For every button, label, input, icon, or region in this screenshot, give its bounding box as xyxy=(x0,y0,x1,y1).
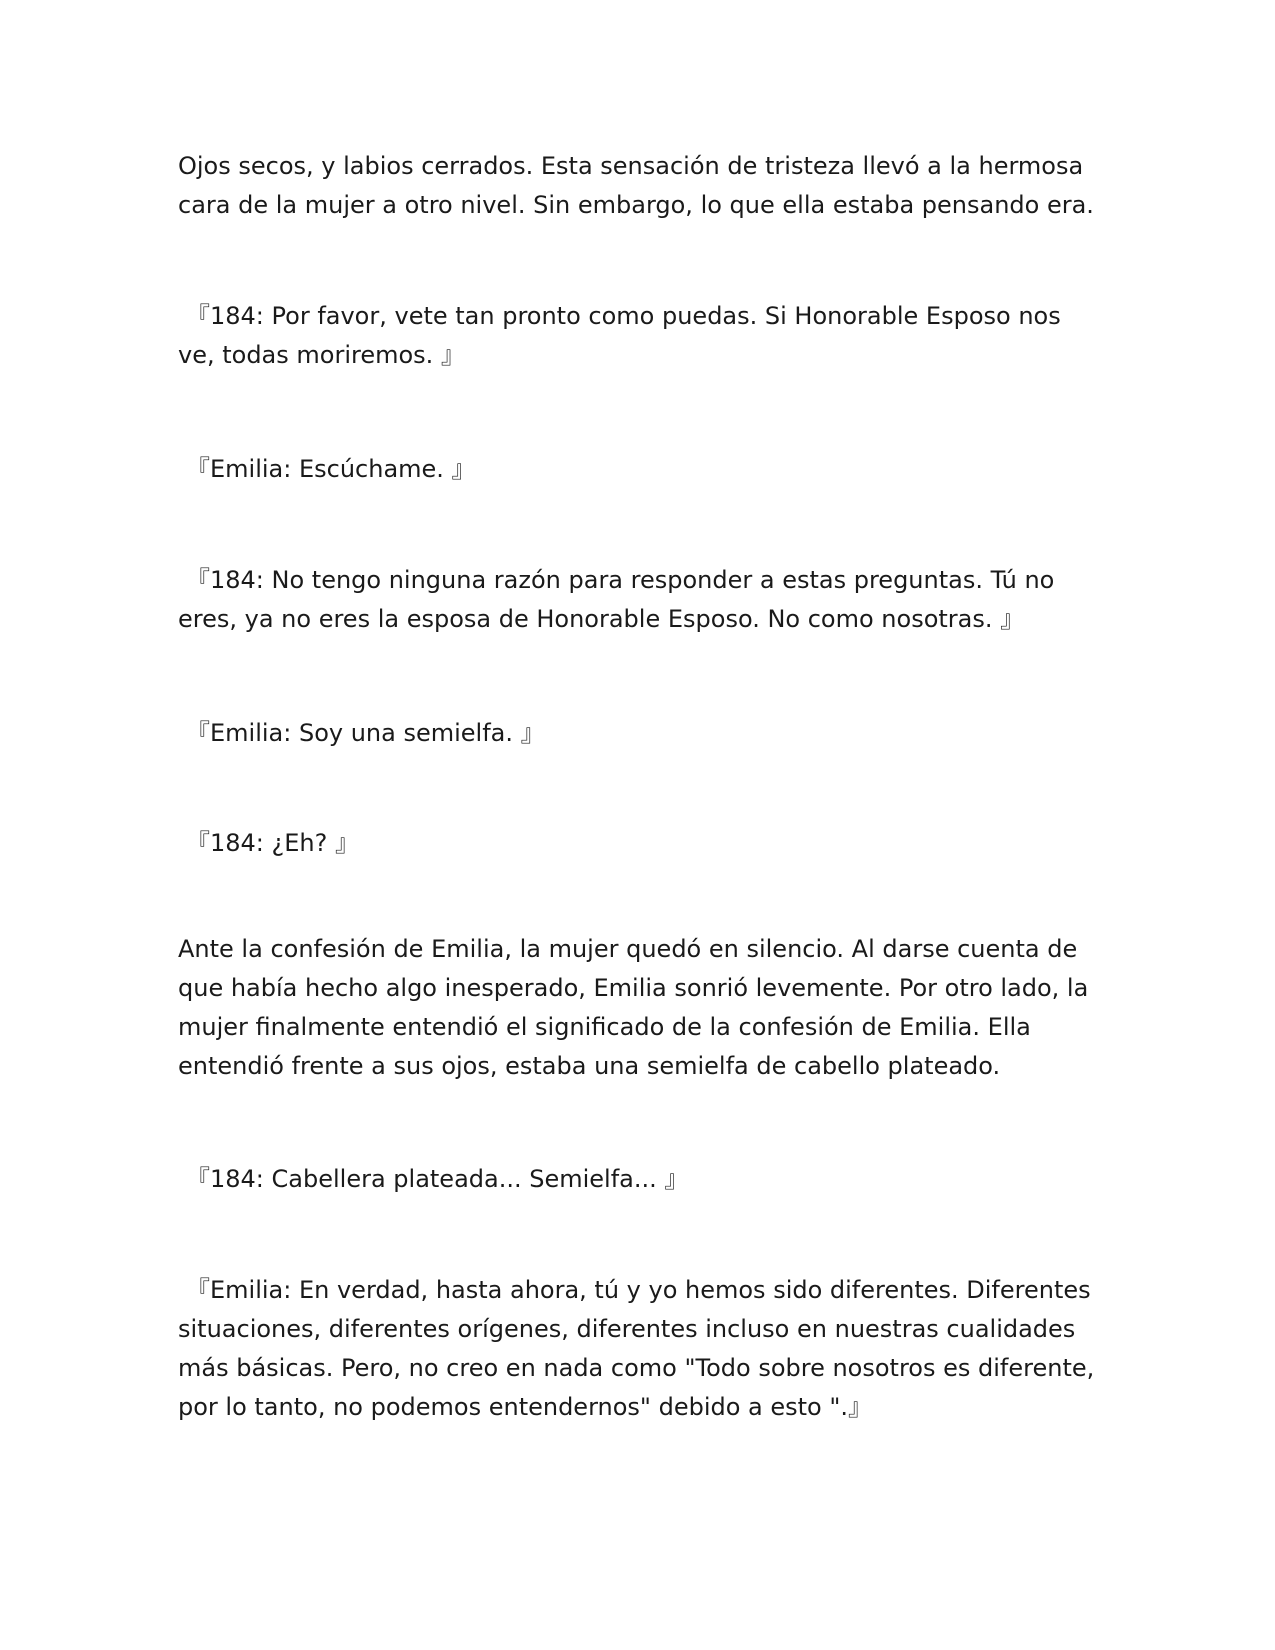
dialogue-line: 『Emilia: Soy una semielfa. 』 xyxy=(186,719,545,747)
narration-paragraph: Ojos secos, y labios cerrados. Esta sensación de tristeza llevó a la hermosa cara de la mujer a otro nivel. Sin embargo, lo que ella estaba pensando era. xyxy=(178,152,1094,219)
dialogue-line: 『Emilia: Escúchame. 』 xyxy=(186,455,476,483)
narration-paragraph: Ante la confesión de Emilia, la mujer quedó en silencio. Al darse cuenta de que había hecho algo inesperado, Emilia sonrió levemente. Por otro lado, la mujer finalmente entendió el significado de la confesión de Emilia. Ella entendió frente a sus ojos, estaba una semielfa de cabello plateado. xyxy=(178,935,1089,1080)
dialogue-line: 『184: Cabellera plateada... Semielfa... 』 xyxy=(186,1165,689,1193)
dialogue-line: 『184: ¿Eh? 』 xyxy=(186,829,360,857)
dialogue-line: 『184: No tengo ninguna razón para responder a estas preguntas. Tú no eres, ya no eres la esposa de Honorable Esposo. No como nosotras. 』 xyxy=(178,566,1055,633)
dialogue-line: 『184: Por favor, vete tan pronto como puedas. Si Honorable Esposo nos ve, todas moriremos. 』 xyxy=(178,302,1061,369)
dialogue-line: 『Emilia: En verdad, hasta ahora, tú y yo hemos sido diferentes. Diferentes situaciones, diferentes orígenes, diferentes incluso en nuestras cualidades más básicas. Pero, no creo en nada como "Todo sobre nosotros es diferente, por lo tanto, no podemos entendernos" debido a esto ".』 xyxy=(178,1276,1095,1421)
